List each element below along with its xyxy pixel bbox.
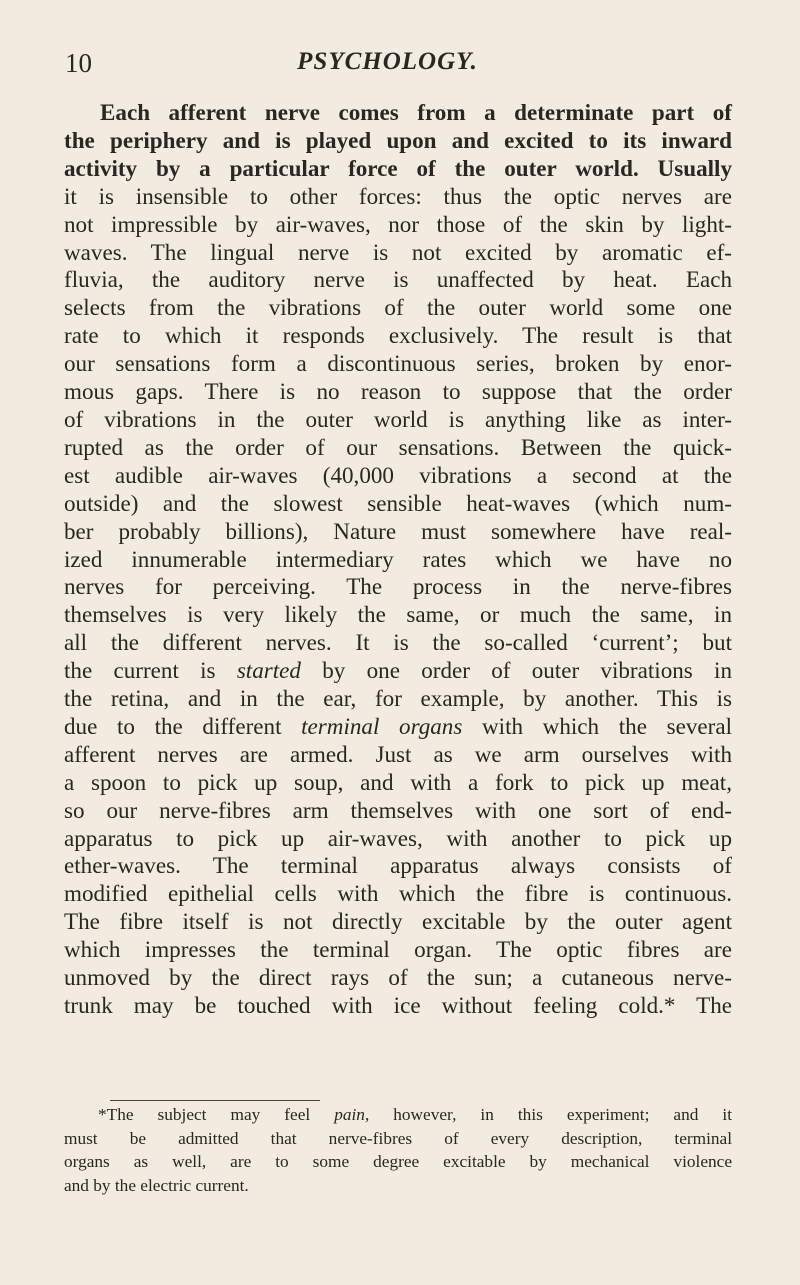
text-line: ether-waves. The terminal apparatus always consists of	[64, 852, 732, 879]
text-line: of vibrations in the outer world is anything like as inter-	[64, 405, 732, 432]
text-line: Each afferent nerve comes from a determinate part of	[100, 99, 732, 125]
text-line: mous gaps. There is no reason to suppose that the order	[64, 378, 732, 405]
text-line: fluvia, the auditory nerve is unaffected by heat. Each	[64, 266, 732, 293]
text-line: our sensations form a discontinuous series, broken by enor-	[64, 350, 732, 377]
text-line: trunk may be touched with ice without feeling cold.* The	[64, 992, 732, 1018]
footnote-line-emphasis-pain: *The subject may feel pain, however, in this experiment; and it	[98, 1105, 733, 1124]
text-line: waves. The lingual nerve is not excited by aromatic ef-	[64, 238, 732, 265]
footnote	[64, 1103, 732, 1197]
footnote-line: organs as well, are to some degree excitable by mechanical violence	[64, 1152, 732, 1172]
text-line: outside) and the slowest sensible heat-waves (which num-	[64, 489, 732, 516]
page-number: 10	[65, 48, 92, 78]
text-line: activity by a particular force of the outer world. Usually	[64, 154, 732, 181]
text-line: selects from the vibrations of the outer world some one	[64, 294, 732, 321]
text-line: The fibre itself is not directly excitable by the outer agent	[64, 908, 732, 935]
text-line: ber probably billions), Nature must somewhere have real-	[64, 517, 732, 544]
text-line: themselves is very likely the same, or much the same, in	[64, 601, 732, 628]
footnote-line: must be admitted that nerve-fibres of every description, terminal	[64, 1128, 732, 1148]
text-line-emphasis-terminal-organs: due to the different terminal organs with which the several	[64, 712, 732, 739]
text-line: the retina, and in the ear, for example, by another. This is	[64, 685, 732, 712]
text-line: est audible air-waves (40,000 vibrations a second at the	[64, 461, 732, 488]
text-line: a spoon to pick up soup, and with a fork to pick up meat,	[64, 768, 732, 795]
text-line: the periphery and is played upon and excited to its inward	[64, 126, 732, 153]
footnote-divider	[110, 1100, 320, 1101]
running-head: PSYCHOLOGY.	[297, 48, 478, 75]
text-line: rupted as the order of our sensations. Between the quick-	[64, 433, 732, 460]
page-header	[65, 48, 710, 84]
footnote-line: and by the electric current.	[64, 1175, 249, 1195]
text-line: so our nerve-fibres arm themselves with one sort of end-	[64, 796, 732, 823]
text-line: all the different nerves. It is the so-called ‘current’; but	[64, 629, 732, 656]
text-line: unmoved by the direct rays of the sun; a cutaneous nerve-	[64, 964, 732, 991]
body-paragraph	[64, 99, 732, 1020]
text-line: nerves for perceiving. The process in the nerve-fibres	[64, 573, 732, 600]
italic-emphasis: started	[236, 657, 301, 684]
text-line-emphasis-started: the current is started by one order of outer vibrations in	[64, 657, 733, 684]
text-line: which impresses the terminal organ. The optic fibres are	[64, 936, 732, 963]
text-line: it is insensible to other forces: thus the optic nerves are	[64, 182, 732, 209]
text-line: afferent nerves are armed. Just as we arm ourselves with	[64, 740, 732, 767]
text-line: ized innumerable intermediary rates which we have no	[64, 545, 732, 572]
text-line: not impressible by air-waves, nor those of the skin by light-	[64, 210, 732, 237]
italic-emphasis: pain	[334, 1105, 365, 1124]
text-line: rate to which it responds exclusively. The result is that	[64, 322, 732, 349]
text-line: modified epithelial cells with which the fibre is continuous.	[64, 880, 732, 907]
text-line: apparatus to pick up air-waves, with another to pick up	[64, 824, 732, 851]
italic-emphasis: terminal organs	[301, 712, 463, 739]
